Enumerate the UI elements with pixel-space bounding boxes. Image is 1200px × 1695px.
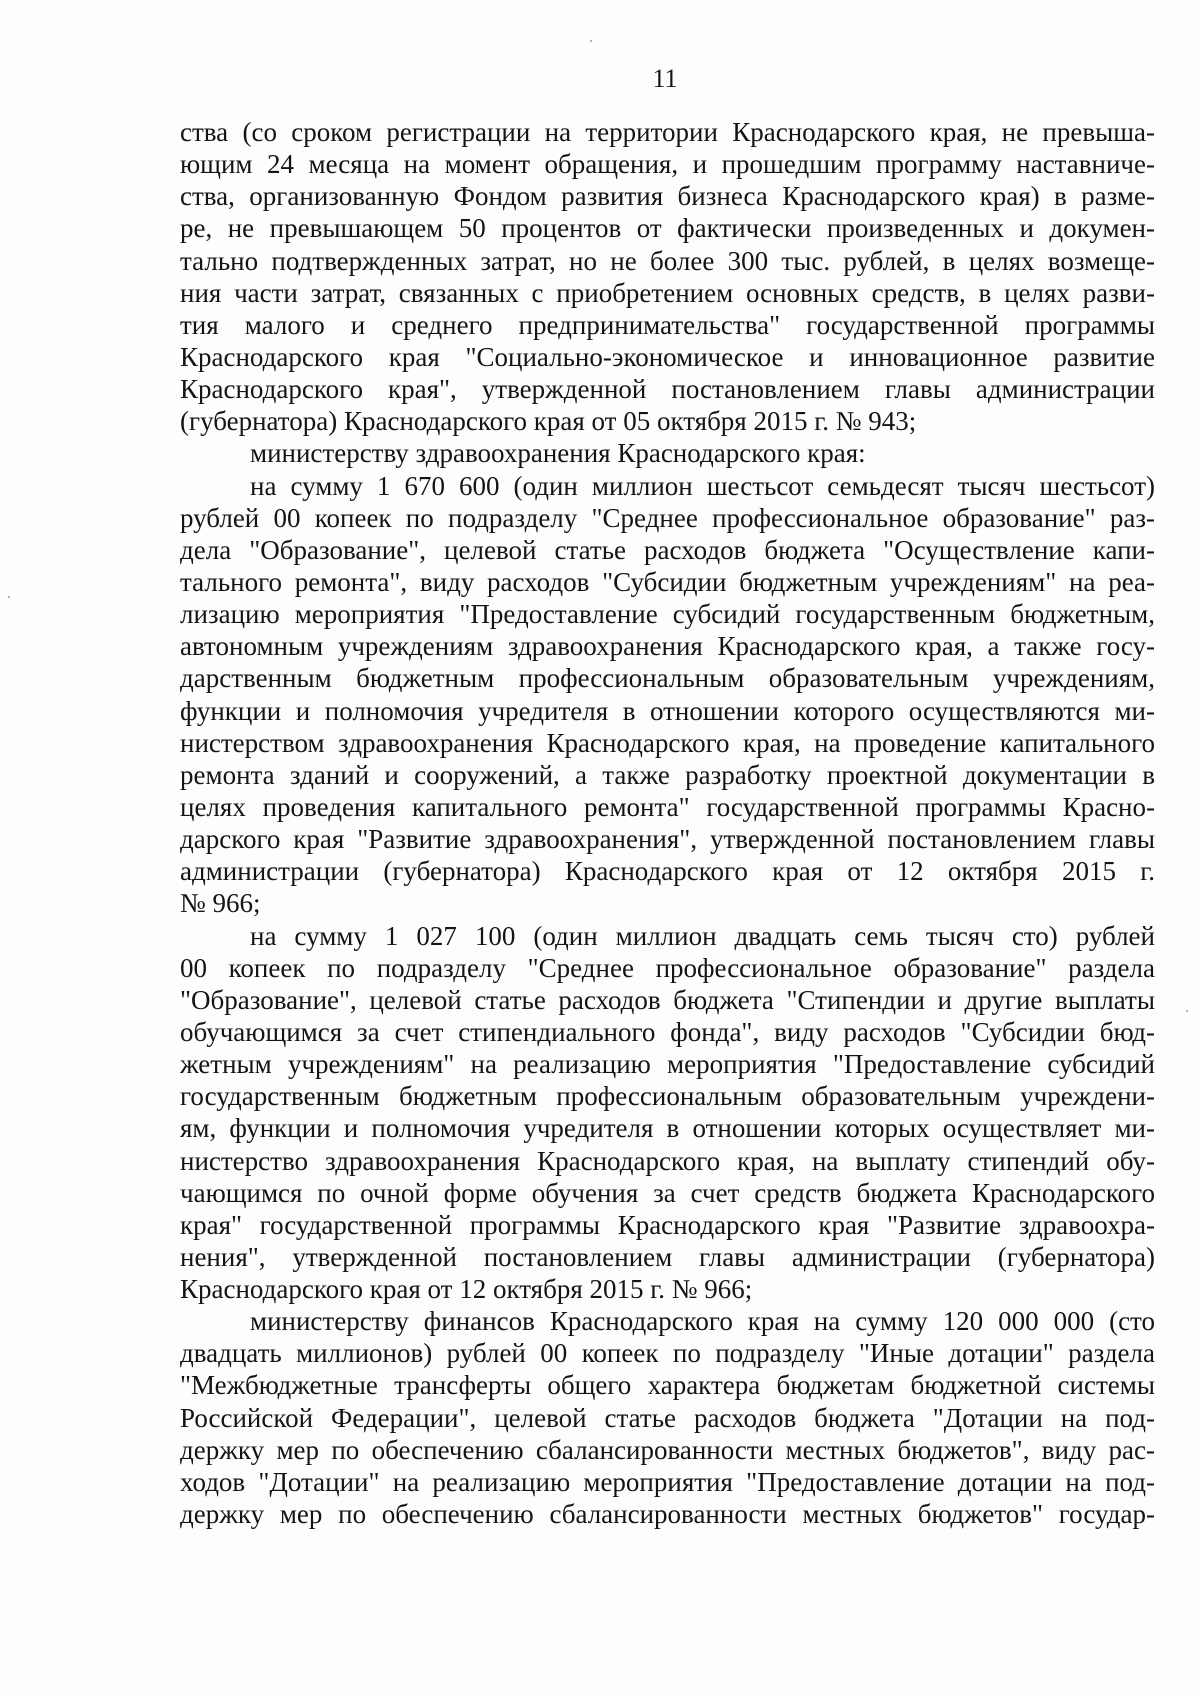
body-text	[180, 116, 1155, 1530]
text-line: дела "Образование", целевой статье расходов бюджета "Осуществление капи-	[180, 534, 1155, 565]
text-line: ства, организованную Фондом развития бизнеса Краснодарского края) в разме-	[180, 181, 1155, 212]
text-line: администрации (губернатора) Краснодарского края от 12 октября 2015 г.	[180, 856, 1155, 887]
text-line: дарского края "Развитие здравоохранения", утвержденной постановлением главы	[180, 824, 1155, 855]
text-line: тально подтвержденных затрат, но не более 300 тыс. рублей, в целях возмеще-	[180, 245, 1155, 276]
text-line: дарственным бюджетным профессиональным образовательным учреждениям,	[180, 663, 1155, 694]
text-line: рублей 00 копеек по подразделу "Среднее профессиональное образование" раз-	[180, 502, 1155, 533]
text-line: тия малого и среднего предпринимательства" государственной программы	[180, 309, 1155, 340]
text-line: чающимся по очной форме обучения за счет средств бюджета Краснодарского	[180, 1177, 1155, 1208]
text-line: Краснодарского края "Социально-экономическое и инновационное развитие	[180, 341, 1155, 372]
text-line: № 966;	[180, 888, 261, 919]
text-line: ям, функции и полномочия учредителя в отношении которых осуществляет ми-	[180, 1113, 1155, 1144]
text-line: на сумму 1 670 600 (один миллион шестьсот семьдесят тысяч шестьсот)	[250, 470, 1155, 501]
scan-speck	[8, 596, 10, 598]
text-line: министерству финансов Краснодарского края на сумму 120 000 000 (сто	[250, 1306, 1155, 1337]
text-line: 00 копеек по подразделу "Среднее профессиональное образование" раздела	[180, 952, 1155, 983]
text-line: лизацию мероприятия "Предоставление субсидий государственным бюджетным,	[180, 599, 1155, 630]
text-line: обучающимся за счет стипендиального фонда", виду расходов "Субсидии бюд-	[180, 1016, 1155, 1047]
text-line: Российской Федерации", целевой статье расходов бюджета "Дотации на под-	[180, 1402, 1155, 1433]
text-line: ющим 24 месяца на момент обращения, и прошедшим программу наставниче-	[180, 149, 1155, 180]
text-line: функции и полномочия учредителя в отношении которого осуществляются ми-	[180, 695, 1155, 726]
text-line: нистерством здравоохранения Краснодарского края, на проведение капитального	[180, 727, 1155, 758]
text-line: "Межбюджетные трансферты общего характера бюджетам бюджетной системы	[180, 1370, 1155, 1401]
text-line: нения", утвержденной постановлением главы администрации (губернатора)	[180, 1241, 1155, 1272]
text-line: ния части затрат, связанных с приобретением основных средств, в целях разви-	[180, 277, 1155, 308]
text-line: Краснодарского края", утвержденной постановлением главы администрации	[180, 374, 1155, 405]
text-line: держку мер по обеспечению сбалансированности местных бюджетов" государ-	[180, 1499, 1155, 1530]
text-line: Краснодарского края от 12 октября 2015 г. № 966;	[180, 1274, 753, 1305]
text-line: тального ремонта", виду расходов "Субсидии бюджетным учреждениям" на реа-	[180, 566, 1155, 597]
text-line: государственным бюджетным профессиональным образовательным учреждени-	[180, 1081, 1155, 1112]
text-line: ходов "Дотации" на реализацию мероприятия "Предоставление дотации на под-	[180, 1466, 1155, 1497]
text-line: автономным учреждениям здравоохранения Краснодарского края, а также госу-	[180, 631, 1155, 662]
text-line: ремонта зданий и сооружений, а также разработку проектной документации в	[180, 759, 1155, 790]
text-line: двадцать миллионов) рублей 00 копеек по подразделу "Иные дотации" раздела	[180, 1338, 1155, 1369]
text-line: края" государственной программы Краснодарского края "Развитие здравоохра-	[180, 1209, 1155, 1240]
text-line: целях проведения капитального ремонта" государственной программы Красно-	[180, 791, 1155, 822]
text-line: держку мер по обеспечению сбалансированности местных бюджетов", виду рас-	[180, 1434, 1155, 1465]
text-line: нистерство здравоохранения Краснодарского края, на выплату стипендий обу-	[180, 1145, 1155, 1176]
text-line: "Образование", целевой статье расходов бюджета "Стипендии и другие выплаты	[180, 984, 1155, 1015]
scan-speck	[590, 40, 592, 42]
page-number: 11	[652, 64, 678, 93]
text-line: ства (со сроком регистрации на территории Краснодарского края, не превыша-	[180, 117, 1155, 147]
text-line: (губернатора) Краснодарского края от 05 октября 2015 г. № 943;	[180, 406, 917, 437]
text-line: на сумму 1 027 100 (один миллион двадцать семь тысяч сто) рублей	[250, 920, 1155, 951]
text-line: министерству здравоохранения Краснодарского края:	[250, 438, 866, 469]
text-line: жетным учреждениям" на реализацию мероприятия "Предоставление субсидий	[180, 1049, 1155, 1080]
text-line: ре, не превышающем 50 процентов от фактически произведенных и докумен-	[180, 213, 1155, 244]
scan-speck	[1186, 1010, 1188, 1012]
